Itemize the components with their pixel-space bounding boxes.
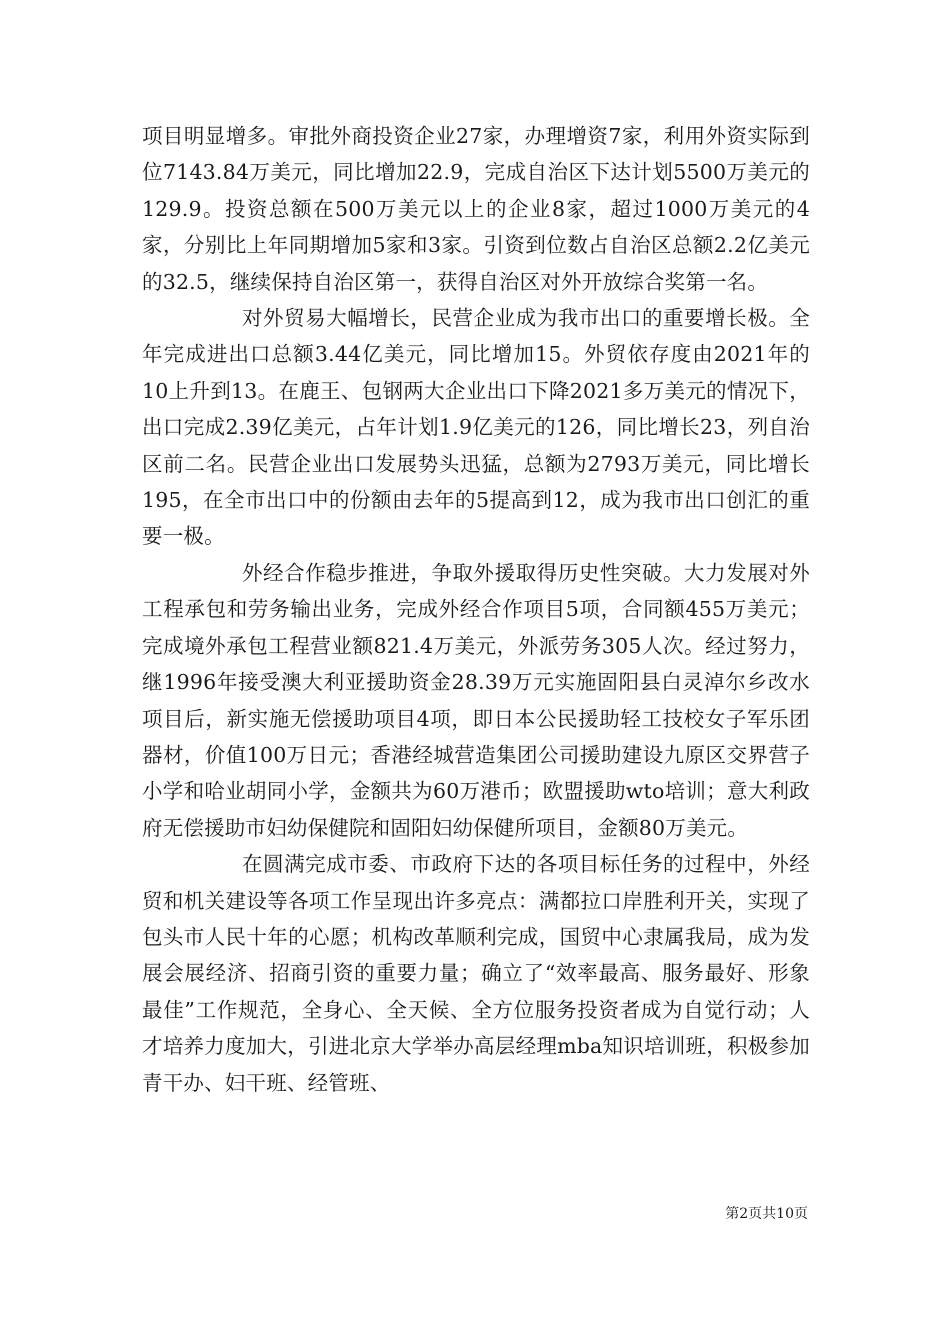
document-body xyxy=(142,118,810,1101)
paragraph-2: 对外贸易大幅增长，民营企业成为我市出口的重要增长极。全年完成进出口总额3.44亿美元，同比增加15。外贸依存度由2021年的10上升到13。在鹿王、包钢两大企业出口下降2021多万美元的情况下，出口完成2.39亿美元，占年计划1.9亿美元的126，同比增长23，列自治区前二名。民营企业出口发展势头迅猛，总额为2793万美元，同比增长195，在全市出口中的份额由去年的5提高到12，成为我市出口创汇的重要一极。 xyxy=(142,306,810,549)
paragraph-4: 在圆满完成市委、市政府下达的各项目标任务的过程中，外经贸和机关建设等各项工作呈现出许多亮点：满都拉口岸胜利开关，实现了包头市人民十年的心愿；机构改革顺利完成，国贸中心隶属我局，成为发展会展经济、招商引资的重要力量；确立了“效率最高、服务最好、形象最佳”工作规范，全身心、全天候、全方位服务投资者成为自觉行动；人才培养力度加大，引进北京大学举办高层经理mba知识培训班，积极参加青干办、妇干班、经管班、 xyxy=(142,852,810,1095)
paragraph-1: 项目明显增多。审批外商投资企业27家，办理增资7家，利用外资实际到位7143.84万美元，同比增加22.9，完成自治区下达计划5500万美元的129.9。投资总额在500万美元以上的企业8家，超过1000万美元的4家，分别比上年同期增加5家和3家。引资到位数占自治区总额2.2亿美元的32.5，继续保持自治区第一，获得自治区对外开放综合奖第一名。 xyxy=(142,124,810,294)
paragraph-3: 外经合作稳步推进，争取外援取得历史性突破。大力发展对外工程承包和劳务输出业务，完成外经合作项目5项，合同额455万美元；完成境外承包工程营业额821.4万美元，外派劳务305人次。经过努力，继1996年接受澳大利亚援助资金28.39万元实施固阳县白灵淖尔乡改水项目后，新实施无偿援助项目4项，即日本公民援助轻工技校女子军乐团器材，价值100万日元；香港经城营造集团公司援助建设九原区交界营子小学和哈业胡同小学，金额共为60万港币；欧盟援助wto培训；意大利政府无偿援助市妇幼保健院和固阳妇幼保健所项目，金额80万美元。 xyxy=(142,560,810,840)
page-number-footer: 第2页共10页 xyxy=(725,1206,808,1222)
